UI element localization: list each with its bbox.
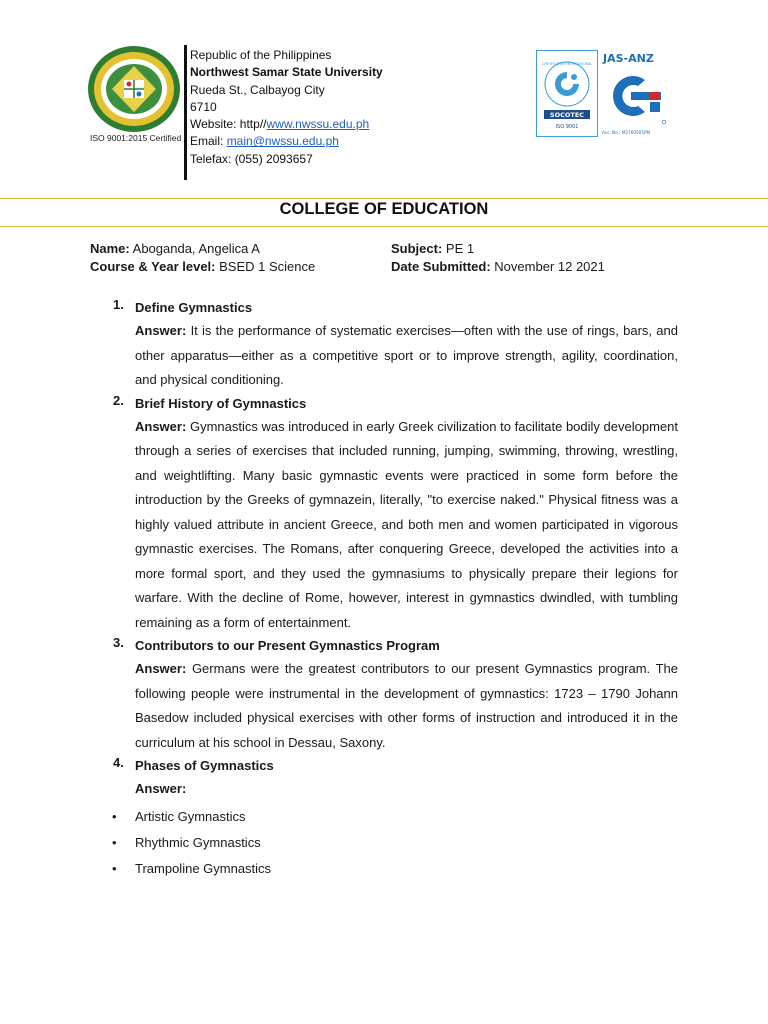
website-label: Website: http// xyxy=(190,117,267,132)
socotec-iso: ISO 9001 xyxy=(555,124,579,130)
date-label: Date Submitted: xyxy=(391,259,491,274)
question-title: Contributors to our Present Gymnastics Program xyxy=(135,638,440,653)
question-item xyxy=(90,393,678,636)
answer-label: Answer: xyxy=(135,661,187,676)
website-link[interactable]: www.nwssu.edu.ph xyxy=(266,117,370,132)
street-line: Rueda St., Calbayog City xyxy=(190,82,325,97)
socotec-name: SOCOTEC xyxy=(549,111,585,119)
name-value: Aboganda, Angelica A xyxy=(132,241,260,256)
header-divider xyxy=(184,45,187,180)
university-seal-logo xyxy=(86,44,182,134)
university-address xyxy=(190,47,383,168)
phases-bullet-list xyxy=(90,804,678,882)
answer-text: Answer: It is the performance of systematic exercises—often with the use of rings, bars, and other apparatus—either as a competitive sport or to improve strength, agility, coordination, and physical conditioning. xyxy=(135,323,678,387)
university-name: Northwest Samar State University xyxy=(190,65,383,80)
subject-label: Subject: xyxy=(391,241,443,256)
jasanz-acc-no: Acc. No.: M2760505PM xyxy=(602,130,651,135)
answer-label: Answer: xyxy=(135,323,187,338)
email-label: Email: xyxy=(190,134,227,149)
socotec-ring-text: CERTIFICATION INTERNATIONAL xyxy=(541,62,593,66)
name-label: Name: xyxy=(90,241,130,256)
list-item: • Trampoline Gymnastics xyxy=(90,856,678,882)
zip-line: 6710 xyxy=(190,99,217,114)
question-title: Brief History of Gymnastics xyxy=(135,395,307,411)
subject xyxy=(391,241,474,256)
gold-rule-bottom xyxy=(0,226,768,227)
question-title: Phases of Gymnastics xyxy=(135,758,274,773)
answer-label: Answer: xyxy=(135,781,187,796)
date-submitted xyxy=(391,259,605,274)
email-line xyxy=(190,133,383,150)
list-item: • Artistic Gymnastics xyxy=(90,804,678,830)
republic-line: Republic of the Philippines xyxy=(190,48,332,62)
jas-anz-logo xyxy=(600,50,670,138)
question-number: 4. xyxy=(113,755,124,770)
answer-text: Answer: Germans were the greatest contributors to our present Gymnastics program. The following people were instrumental in the development of gymnastics: 1723 – 1790 Johann Basedow included physical exercises with other forms of instruction and introduced it in the curriculum at his school in Dessau, Saxony. xyxy=(135,661,678,750)
question-item xyxy=(90,635,678,755)
website-line xyxy=(190,116,383,133)
college-title: COLLEGE OF EDUCATION xyxy=(279,200,489,218)
student-name xyxy=(90,241,260,256)
date-value: November 12 2021 xyxy=(494,259,605,274)
socotec-iso-logo xyxy=(536,50,598,137)
question-item xyxy=(90,755,678,802)
answer-label: Answer: xyxy=(135,418,187,434)
question-title: Define Gymnastics xyxy=(135,300,253,315)
question-item xyxy=(90,297,678,393)
telefax-line: Telefax: (055) 2093657 xyxy=(190,151,313,166)
subject-value: PE 1 xyxy=(445,241,475,256)
answer-text xyxy=(135,777,678,802)
gold-rule-top xyxy=(0,198,768,199)
question-number: 3. xyxy=(113,635,124,650)
list-item: • Rhythmic Gymnastics xyxy=(90,830,678,856)
course-year xyxy=(90,259,315,274)
question-number: 1. xyxy=(113,297,124,312)
course-label: Course & Year level: xyxy=(90,259,216,274)
iso-certified-note: ISO 9001:2015 Certified xyxy=(90,133,182,143)
answer-text: Answer: Gymnastics was introduced in early Greek civilization to facilitate bodily development through a series of exercises that included running, jumping, swimming, throwing, wrestling, and weightlifting. Many basic gymnastic events were practiced in some form before the introduction by the Greeks of gymnazein, literally, "to exercise naked." Physical fitness was a highly valued attribute in ancient Greece, and both men and women participated in vigorous gymnastic exercises. The Romans, after conquering Greece, developed the activities into a more formal sport, and they used the gymnasiums to physically prepare their legions for warfare. With the decline of Rome, however, interest in gymnastics dwindled, with tumbling remaining as a form of entertainment. xyxy=(135,418,678,630)
letterhead xyxy=(0,0,768,195)
questions-list xyxy=(90,297,678,882)
course-value: BSED 1 Science xyxy=(219,259,316,274)
jasanz-name: JAS-ANZ xyxy=(603,52,654,65)
question-number: 2. xyxy=(113,392,124,408)
email-link[interactable]: main@nwssu.edu.ph xyxy=(226,134,339,149)
